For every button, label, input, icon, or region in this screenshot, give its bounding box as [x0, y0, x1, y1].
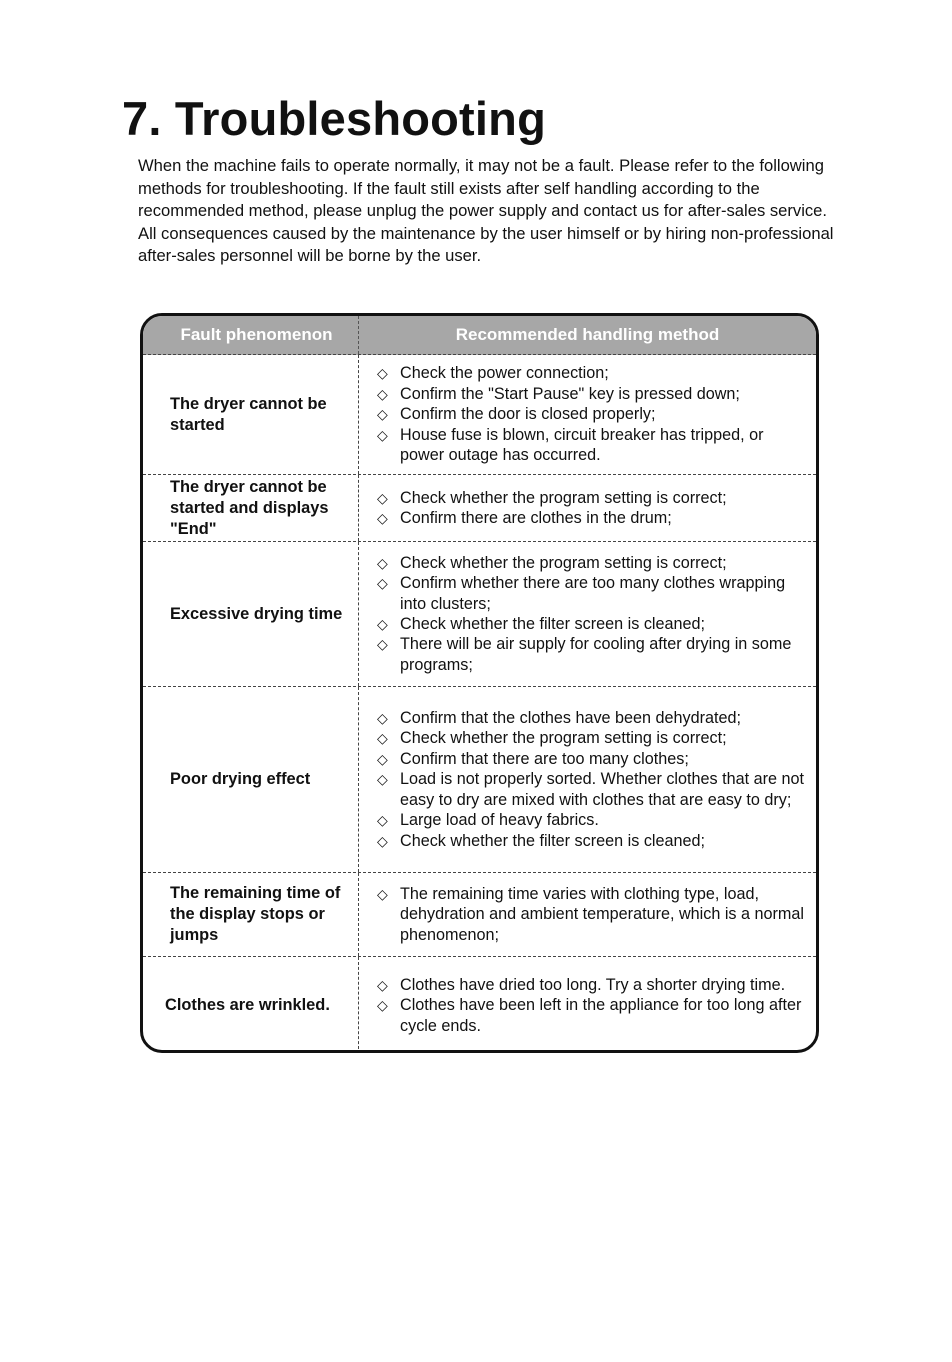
fault-phenomenon-cell [143, 687, 358, 872]
method-item [377, 749, 812, 769]
white-diamond-icon: ◇ [377, 426, 388, 443]
header-recommended-method: Recommended handling method [358, 316, 816, 354]
handling-method-cell [358, 355, 816, 474]
handling-method-cell [358, 687, 816, 872]
fault-phenomenon-cell [143, 355, 358, 474]
table-row [143, 957, 816, 1053]
table-row [143, 873, 816, 957]
white-diamond-icon: ◇ [377, 832, 388, 849]
table-row [143, 542, 816, 687]
table-header [143, 316, 816, 355]
fault-phenomenon-cell [143, 542, 358, 686]
table-row [143, 355, 816, 475]
method-text: Confirm there are clothes in the drum; [400, 509, 672, 527]
white-diamond-icon: ◇ [377, 750, 388, 767]
white-diamond-icon: ◇ [377, 710, 388, 727]
method-item [377, 810, 812, 830]
method-text: House fuse is blown, circuit breaker has tripped, or power outage has occurred. [400, 425, 764, 465]
method-text: Large load of heavy fabrics. [400, 811, 599, 830]
method-item [377, 488, 812, 508]
method-text: Clothes have dried too long. Try a shorter drying time. [400, 975, 786, 994]
method-item [377, 384, 812, 404]
fault-text: Excessive drying time [170, 604, 343, 623]
white-diamond-icon: ◇ [377, 771, 388, 788]
white-diamond-icon: ◇ [377, 616, 388, 632]
white-diamond-icon: ◇ [377, 510, 388, 526]
method-text: Check whether the filter screen is cleaned; [400, 615, 706, 633]
white-diamond-icon: ◇ [377, 406, 388, 423]
table-row [143, 475, 816, 542]
white-diamond-icon: ◇ [377, 812, 388, 829]
method-item [377, 425, 812, 466]
method-text: The remaining time varies with clothing type, load, dehydration and ambient temperature, which is a normal phenomenon; [400, 884, 805, 944]
fault-text: The dryer cannot be started [170, 394, 327, 434]
method-item [377, 975, 812, 995]
fault-text: Poor drying effect [170, 770, 311, 788]
method-list [377, 884, 812, 945]
fault-phenomenon-cell [143, 873, 358, 956]
handling-method-cell [358, 542, 816, 686]
method-item [377, 508, 812, 528]
fault-phenomenon-cell [143, 475, 358, 541]
method-text: Confirm the door is closed properly; [400, 405, 656, 424]
troubleshooting-table [140, 313, 819, 1053]
method-list [377, 363, 812, 465]
fault-text: Clothes are wrinkled. [165, 996, 330, 1014]
method-item [377, 884, 812, 945]
intro-paragraph: All consequences caused by the maintenance by the user himself or by hiring non-professional after-sales personnel will be borne by the user. [138, 223, 834, 266]
method-list [377, 488, 812, 529]
method-text: Check whether the program setting is correct; [400, 488, 727, 507]
white-diamond-icon: ◇ [377, 554, 388, 571]
white-diamond-icon: ◇ [377, 489, 388, 506]
method-text: Confirm the "Start Pause" key is pressed down; [400, 384, 740, 403]
method-item [377, 995, 812, 1036]
method-item [377, 728, 812, 748]
method-item [377, 614, 812, 634]
white-diamond-icon: ◇ [377, 730, 388, 747]
white-diamond-icon: ◇ [377, 976, 388, 993]
table-row [143, 687, 816, 873]
white-diamond-icon: ◇ [377, 885, 388, 902]
intro-text [138, 155, 838, 268]
white-diamond-icon: ◇ [377, 365, 388, 382]
white-diamond-icon: ◇ [377, 385, 388, 402]
intro-paragraph: When the machine fails to operate normally, it may not be a fault. Please refer to the following methods for troubleshooting. If the fault still exists after self handling according to the recommended method, please unplug the power supply and contact us for after-sales service. [138, 156, 828, 221]
page-title: 7. Troubleshooting [122, 92, 546, 145]
white-diamond-icon: ◇ [377, 997, 388, 1014]
method-list [377, 708, 812, 851]
method-text: Check whether the program setting is correct; [400, 553, 727, 572]
method-text: Clothes have been left in the appliance for too long after cycle ends. [400, 996, 802, 1035]
method-item [377, 404, 812, 424]
method-list [377, 975, 812, 1036]
method-item [377, 363, 812, 383]
method-item [377, 553, 812, 573]
fault-phenomenon-cell [143, 957, 358, 1053]
white-diamond-icon: ◇ [377, 636, 388, 653]
method-text: Check whether the filter screen is cleaned; [400, 831, 706, 850]
method-list [377, 553, 812, 675]
method-text: Confirm that the clothes have been dehydrated; [400, 709, 742, 728]
method-text: Confirm whether there are too many clothes wrapping into clusters; [400, 574, 786, 613]
method-text: Check the power connection; [400, 364, 609, 383]
method-item [377, 831, 812, 851]
fault-text: The remaining time of the display stops or jumps [170, 884, 341, 944]
handling-method-cell [358, 957, 816, 1053]
table-body [143, 355, 816, 1053]
method-item [377, 573, 812, 614]
method-text: Confirm that there are too many clothes; [400, 749, 689, 768]
header-fault-phenomenon: Fault phenomenon [180, 325, 333, 344]
method-text: Load is not properly sorted. Whether clothes that are not easy to dry are mixed with clothes that are easy to dry; [400, 770, 805, 809]
method-item [377, 634, 812, 675]
handling-method-cell [358, 873, 816, 956]
method-text: There will be air supply for cooling after drying in some programs; [400, 635, 792, 674]
fault-text: The dryer cannot be started and displays "End" [170, 477, 329, 538]
method-item [377, 769, 812, 810]
handling-method-cell [358, 475, 816, 541]
white-diamond-icon: ◇ [377, 575, 388, 592]
method-item [377, 708, 812, 728]
method-text: Check whether the program setting is correct; [400, 729, 727, 748]
